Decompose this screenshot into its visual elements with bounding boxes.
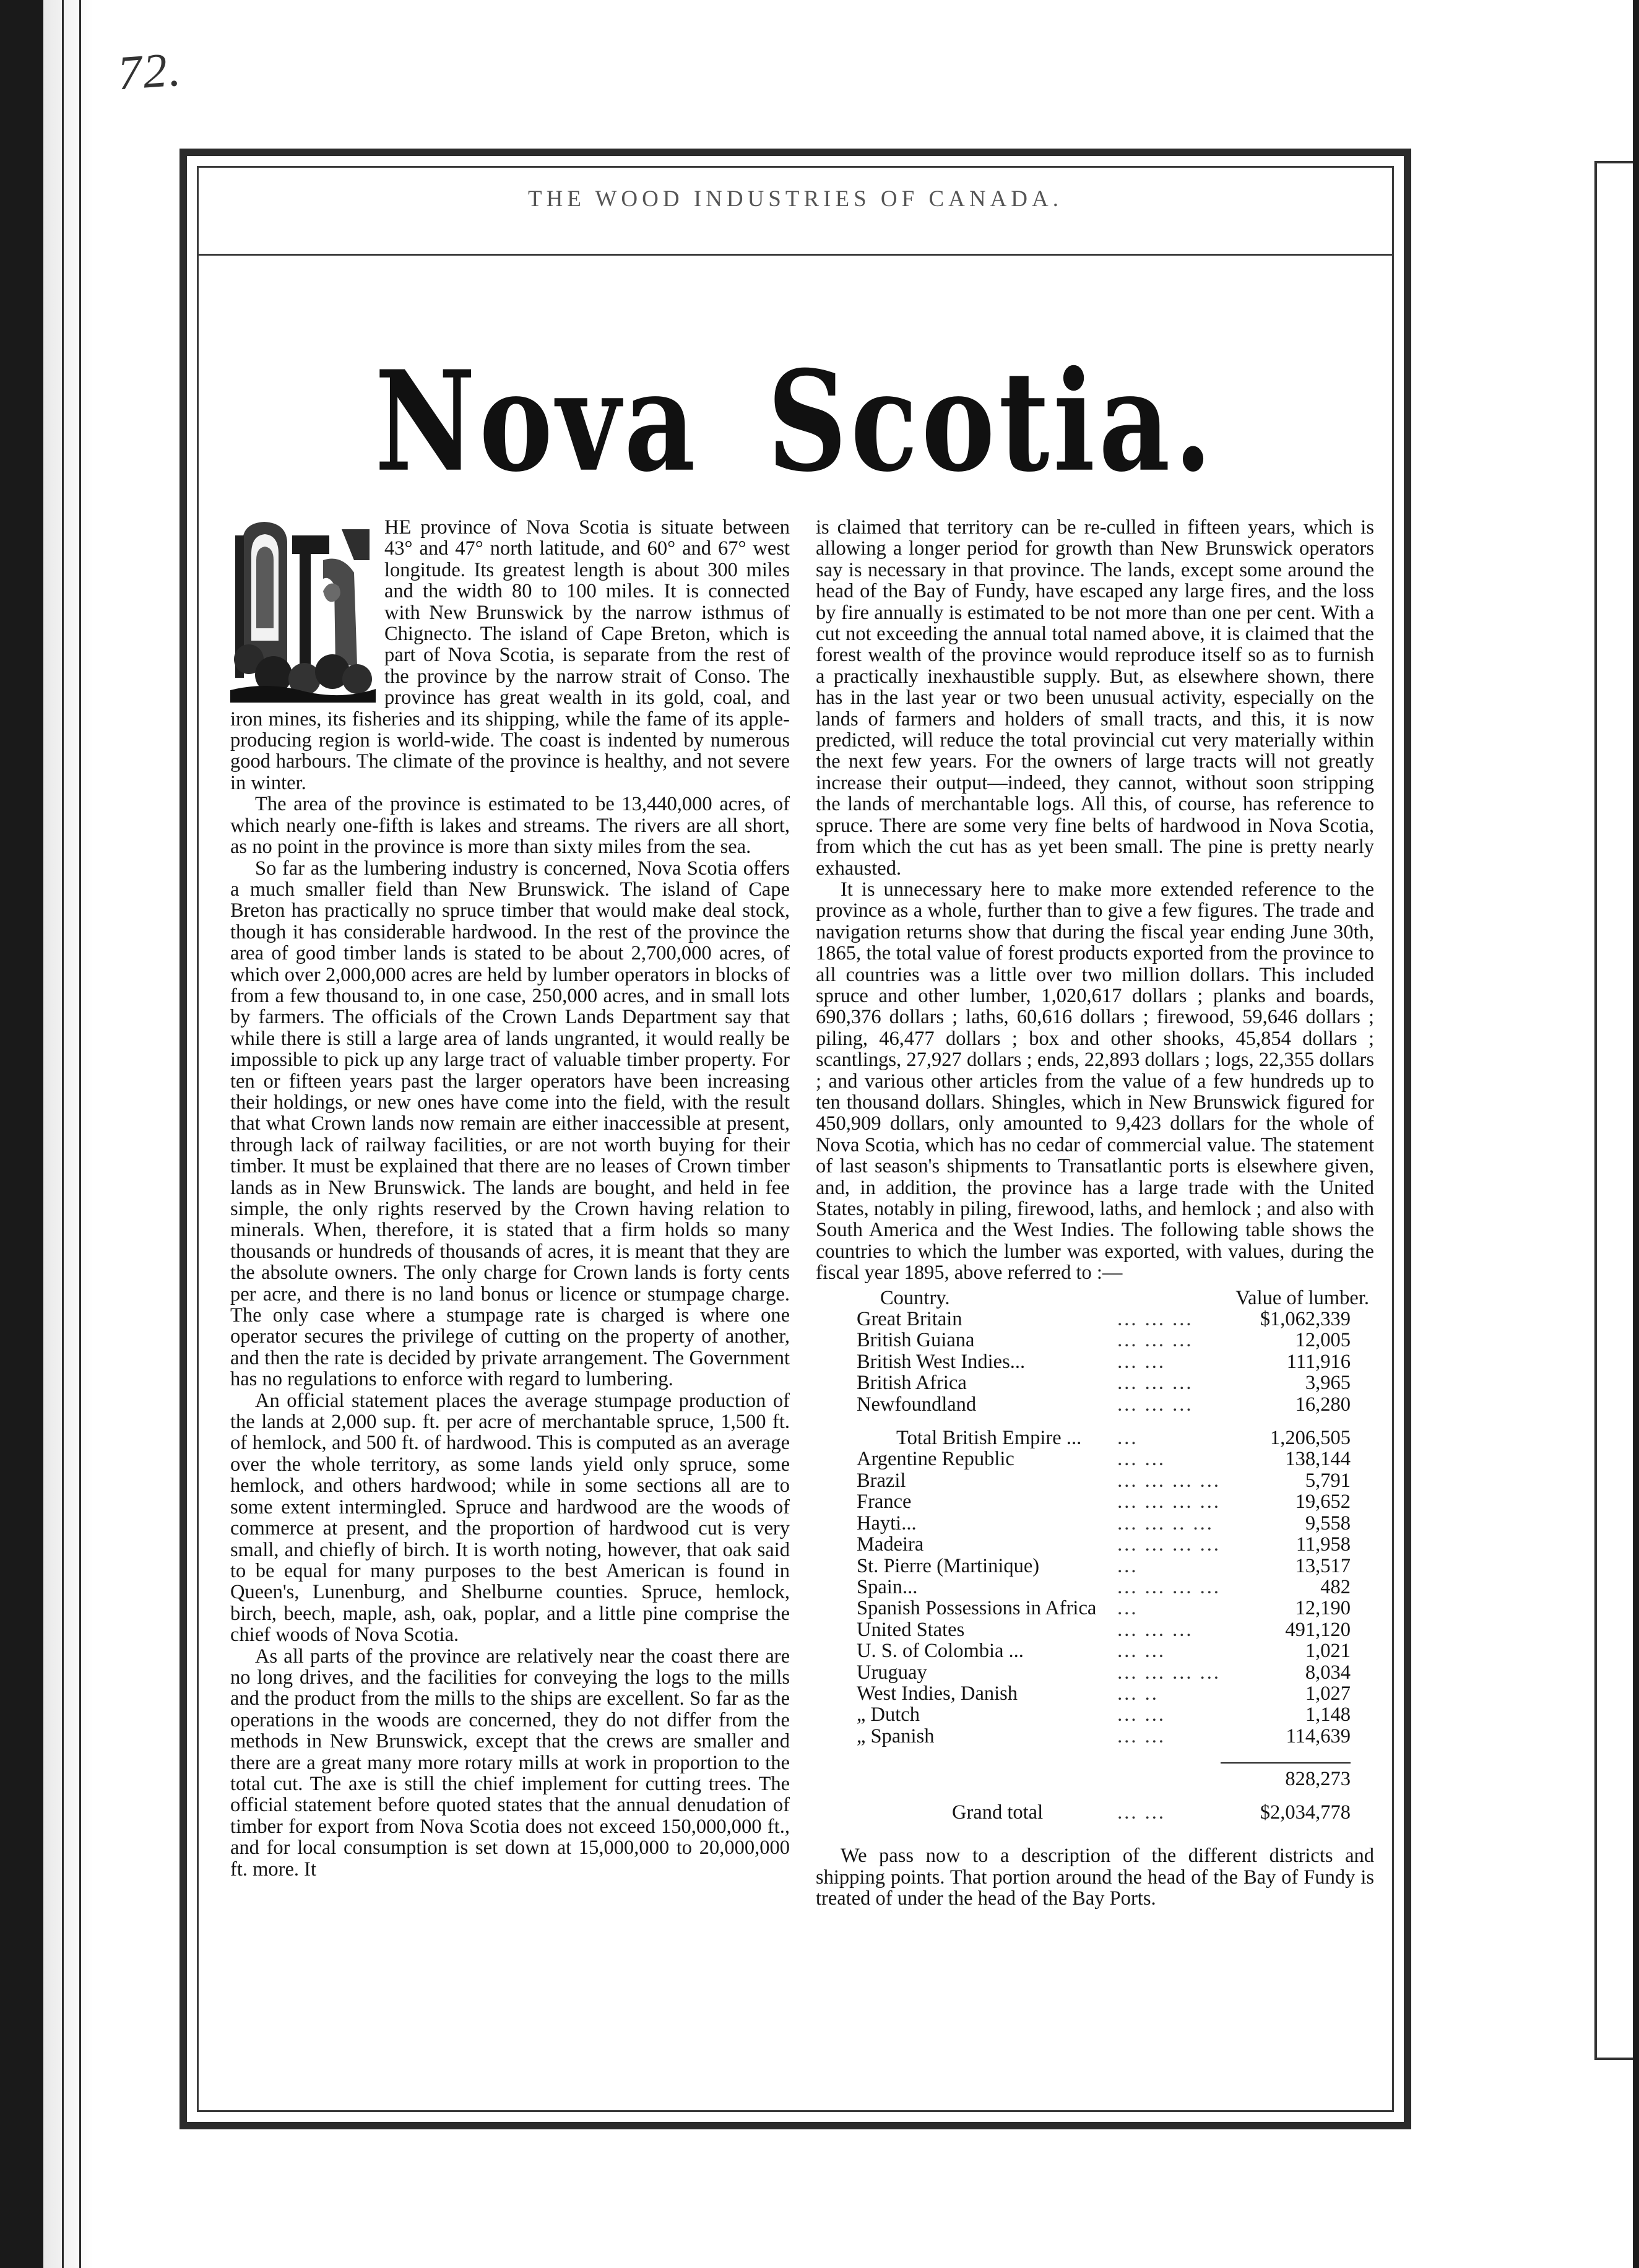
right-column — [816, 517, 1374, 1910]
left-column — [230, 517, 790, 1880]
table-row — [816, 1351, 1374, 1372]
country-cell: Hayti... — [857, 1512, 917, 1534]
country-cell: British Guiana — [857, 1329, 975, 1352]
total-british-row — [816, 1427, 1374, 1448]
total-british-value: 1,206,505 — [1270, 1427, 1351, 1450]
country-cell: Madeira — [857, 1533, 924, 1556]
title-word-scotia: Scotia. — [767, 340, 1216, 503]
table-row — [816, 1534, 1374, 1555]
country-cell: Great Britain — [857, 1308, 962, 1331]
total-british-label: Total British Empire ... — [896, 1427, 1082, 1450]
paragraph: HE province of Nova Scotia is situate between 43° and 47° north latitude, and 60° and 67° west longitude. Its greatest length is about 300 miles and the width 80 to 100 miles. It is connected with New Brunswick by the narrow isthmus of Chignecto. The island of Cape Breton, which is part of Nova Scotia, is separate from the rest of the province by the narrow strait of Conso. The province has great wealth in its gold, coal, and iron mines, its fisheries and its shipping, while the fame of its apple-producing region is world-wide. The coast is indented by numerous good harbours. The climate of the province is healthy, and not severe in winter. — [230, 516, 790, 794]
country-cell: Brazil — [857, 1469, 906, 1492]
leader-dots: ... ... — [1117, 1640, 1165, 1663]
spacer-cell — [1117, 1415, 1221, 1427]
paragraph: The area of the province is estimated to be 13,440,000 acres, of which nearly one-fifth is lakes and streams. The rivers are all short, as no point in the province is more than sixty miles from the sea. — [230, 793, 790, 859]
subtotal-row — [816, 1768, 1374, 1790]
country-cell: Argentine Republic — [857, 1448, 1014, 1471]
table-row — [816, 1309, 1374, 1330]
value-cell: 138,144 — [1285, 1448, 1351, 1471]
leader-dots: ... ... ... ... — [1117, 1575, 1221, 1598]
paragraph: As all parts of the province are relatively near the coast there are no long drives, and the facilities for conveying the logs to the mills and the product from the mills to the ships are excellent. So far as the operations in the woods are concerned, they do not differ from the methods in New Brunswick, except that the crews are smaller and there are a great many more rotary mills at work in proportion to the total cut. The axe is still the chief implement for cutting trees. The official statement before quoted states that the annual denudation of timber for export from Nova Scotia does not exceed 150,000,000 ft., and for local consumption is set down at 15,000,000 to 20,000,000 ft. more. It — [230, 1645, 790, 1881]
country-cell: British West Indies... — [857, 1350, 1026, 1373]
grand-total-label: Grand total — [952, 1801, 1044, 1824]
paragraph: So far as the lumbering industry is concerned, Nova Scotia offers a much smaller field than New Brunswick. The island of Cape Breton has practically no spruce timber that would make deal stock, though it has considerable hardwood. In the rest of the province the area of good timber lands is stated to be about 2,700,000 acres, of which over 2,000,000 acres are held by lumber operators in blocks of from a few thousand to, in one case, 250,000 acres, and in small lots by farmers. The officials of the Crown Lands Department say that while there is still a large area of lands ungranted, it would really be impossible to pick up any large tract of valuable timber property. For ten or fifteen years past the larger operators have been increasing their holdings, or new ones have come into the field, with the result that what Crown lands now remain are either inaccessible at present, through lack of railway facilities, or are not worth buying for their timber. It must be explained that there are no leases of Crown timber lands as in New Brunswick. The lands are bought, and held in fee simple, the only rights reserved by the Crown having relation to minerals. When, therefore, it is stated that a firm holds so many thousands or hundreds of thousands of acres, it is meant that they are the absolute owners. The only charge for Crown lands is forty cents per acre, and there is no land bonus or licence or stumpage charge. The only case where a stumpage rate is charged is where one operator secures the privilege of cutting on the property of another, and then the rate is decided by private arrangement. The Government has no regulations to enforce with regard to lumbering. — [230, 857, 790, 1391]
page-number: 72. — [116, 41, 184, 100]
paragraph: is claimed that territory can be re-culled in fifteen years, which is allowing a longer period for growth than New Brunswick operators say is necessary in that province. The lands, except some around the head of the Bay of Fundy, have escaped any large fires, and the loss by fire annually is estimated to be not more than one per cent. With a cut not exceeding the annual total named above, it is claimed that the forest wealth of the province would reproduce itself so as to furnish a practically inexhaustible supply. But, as elsewhere shown, there has in the last year or two been unusual activity, especially on the lands of farmers and holders of small tracts, and this, it is now predicted, will reduce the total provincial cut very materially within the next few years. For the owners of large tracts will not greatly increase their output—indeed, they cannot, without soon stripping the lands of merchantable logs. All this, of course, has reference to spruce. There are some very fine belts of hardwood in Nova Scotia, from which the cut has as yet been small. The pine is pretty nearly exhausted. — [816, 516, 1374, 880]
value-cell: 111,916 — [1286, 1350, 1351, 1373]
subtotal-value: 828,273 — [1285, 1767, 1351, 1790]
value-cell: 16,280 — [1295, 1393, 1351, 1416]
value-cell: 1,021 — [1305, 1640, 1351, 1663]
leader-dots: ... — [1117, 1427, 1138, 1450]
spacer-cell — [1117, 1790, 1221, 1802]
page-title — [197, 340, 1394, 502]
leader-dots: ... ... — [1117, 1725, 1165, 1747]
grand-total-row — [816, 1802, 1374, 1823]
subtotal-rule — [1221, 1747, 1374, 1768]
paragraph: We pass now to a description of the different districts and shipping points. That portion around the head of the Bay of Fundy is treated of under the head of the Bay Ports. — [816, 1845, 1374, 1910]
table-row — [816, 1640, 1374, 1661]
binding-line — [79, 0, 81, 2268]
total-rule-line — [1221, 1762, 1351, 1764]
table-spacer — [816, 1790, 1374, 1802]
table-row — [816, 1372, 1374, 1393]
value-cell: 12,005 — [1295, 1329, 1351, 1352]
leader-dots: ... ... — [1117, 1448, 1165, 1471]
spacer-cell — [1117, 1768, 1221, 1790]
subtotal-rule-row — [816, 1747, 1374, 1768]
running-head: THE WOOD INDUSTRIES OF CANADA. — [527, 186, 1063, 212]
table-row — [816, 1448, 1374, 1469]
country-cell: U. S. of Colombia ... — [857, 1640, 1024, 1663]
paragraph: It is unnecessary here to make more extended reference to the province as a whole, further than to give a few figures. The trade and navigation returns show that during the fiscal year ending June 30th, 1865, the total value of forest products exported from the province to all countries was a little over two million dollars. This included spruce and other lumber, 1,020,617 dollars ; planks and boards, 690,376 dollars ; laths, 60,616 dollars ; firewood, 59,646 dollars ; piling, 46,477 dollars ; box and other shooks, 45,854 dollars ; scantlings, 27,927 dollars ; ends, 22,893 dollars ; logs, 22,355 dollars ; and various other articles from the value of a few hundreds up to ten thousand dollars. Shingles, which in New Brunswick figured for 450,909 dollars, only amounted to 9,423 dollars for the whole of Nova Scotia, which has no cedar of commercial value. The statement of last season's shipments to Transatlantic ports is elsewhere given, and, in addition, the province has a large trade with the United States, notably in piling, firewood, laths, and hemlock ; and also with South America and the West Indies. The following table shows the countries to which the lumber was exported, with values, during the fiscal year 1895, above referred to :— — [816, 878, 1374, 1284]
value-cell: 13,517 — [1295, 1554, 1351, 1577]
leader-dots: ... ... — [1117, 1801, 1165, 1824]
table-row — [816, 1556, 1374, 1577]
country-cell: United States — [857, 1618, 965, 1641]
table-row — [816, 1662, 1374, 1683]
spacer-cell — [1117, 1747, 1221, 1768]
leader-dots: ... ... ... — [1117, 1308, 1193, 1331]
leader-dots: ... — [1117, 1597, 1138, 1620]
leader-dots: ... ... ... — [1117, 1393, 1193, 1416]
column-header-value: Value of lumber. — [1235, 1286, 1369, 1309]
value-cell: 12,190 — [1295, 1597, 1351, 1620]
leader-dots: ... .. — [1117, 1682, 1159, 1705]
lumber-exports-table — [816, 1288, 1374, 1824]
table-row — [816, 1577, 1374, 1598]
value-cell: 9,558 — [1305, 1512, 1351, 1534]
leader-dots: ... ... ... — [1117, 1372, 1193, 1395]
leader-dots: ... ... ... ... — [1117, 1469, 1221, 1492]
table-spacer — [816, 1415, 1374, 1427]
leader-dots: ... ... — [1117, 1350, 1165, 1373]
leader-dots: ... ... ... ... — [1117, 1661, 1221, 1684]
country-cell: Newfoundland — [857, 1393, 977, 1416]
country-cell: France — [857, 1491, 912, 1513]
table-row — [816, 1619, 1374, 1640]
column-header-country: Country. — [880, 1286, 950, 1309]
table-row — [816, 1683, 1374, 1704]
country-cell: „ Dutch — [857, 1703, 920, 1726]
scan-edge-strip — [1633, 0, 1639, 2268]
value-cell: 491,120 — [1285, 1618, 1351, 1641]
value-cell: $1,062,339 — [1260, 1308, 1351, 1331]
country-cell: Spain... — [857, 1575, 918, 1598]
paragraph: An official statement places the average stumpage production of the lands at 2,000 sup. ft. per acre of merchantable spruce, 1,500 ft. of hemlock, and 500 ft. of hardwood. This is computed as an average over the whole territory, as some lands yield only spruce, some hemlock, and others hardwood; while in some sections all are to some extent intermingled. Spruce and hardwood are the woods of commerce at present, and the proportion of hardwood cut is very small, and chiefly of birch. It is worth noting, however, that oak said to be equal for many purposes to the best American is found in Queen's, Lunenburg, and Shelburne counties. Spruce, hemlock, birch, beech, maple, ash, oak, poplar, and a little pine comprise the chief woods of Nova Scotia. — [230, 1389, 790, 1647]
leader-dots: ... ... ... ... — [1117, 1533, 1221, 1556]
leader-dots: ... — [1117, 1554, 1138, 1577]
value-cell: 8,034 — [1305, 1661, 1351, 1684]
ornamental-initial-icon — [230, 517, 376, 703]
header-rule — [197, 254, 1394, 256]
spacer-cell — [816, 1747, 1117, 1768]
table-row — [816, 1704, 1374, 1725]
value-cell: 5,791 — [1305, 1469, 1351, 1492]
country-cell: „ Spanish — [857, 1725, 935, 1747]
leader-dots: ... ... .. ... — [1117, 1512, 1214, 1534]
title-word-nova: Nova — [374, 340, 699, 503]
table-row — [816, 1394, 1374, 1415]
value-cell: 19,652 — [1295, 1491, 1351, 1513]
spacer-cell — [1221, 1415, 1374, 1427]
leader-dots: ... ... ... — [1117, 1618, 1193, 1641]
value-cell: 1,027 — [1305, 1682, 1351, 1705]
country-cell: St. Pierre (Martinique) — [857, 1554, 1040, 1577]
spacer-cell — [816, 1768, 1117, 1790]
value-cell: 11,958 — [1295, 1533, 1351, 1556]
table-header-row — [816, 1288, 1374, 1309]
value-cell: 114,639 — [1286, 1725, 1351, 1747]
value-cell: 482 — [1320, 1575, 1351, 1598]
country-cell: West Indies, Danish — [857, 1682, 1018, 1705]
table-row — [816, 1330, 1374, 1351]
binding-line — [62, 0, 64, 2268]
table-row — [816, 1513, 1374, 1534]
table-row — [816, 1598, 1374, 1619]
value-cell: 3,965 — [1305, 1372, 1351, 1395]
table-row — [816, 1491, 1374, 1512]
country-cell: Spanish Possessions in Africa — [857, 1597, 1097, 1620]
table-row — [816, 1470, 1374, 1491]
value-cell: 1,148 — [1305, 1703, 1351, 1726]
spacer-cell — [816, 1790, 1117, 1802]
grand-total-value: $2,034,778 — [1260, 1801, 1351, 1824]
leader-dots: ... ... ... — [1117, 1329, 1193, 1352]
leader-dots: ... ... ... ... — [1117, 1491, 1221, 1513]
spacer-cell — [1221, 1790, 1374, 1802]
spacer-cell — [816, 1415, 1117, 1427]
table-row — [816, 1726, 1374, 1747]
leader-dots: ... ... — [1117, 1703, 1165, 1726]
country-cell: British Africa — [857, 1372, 967, 1395]
country-cell: Uruguay — [857, 1661, 927, 1684]
